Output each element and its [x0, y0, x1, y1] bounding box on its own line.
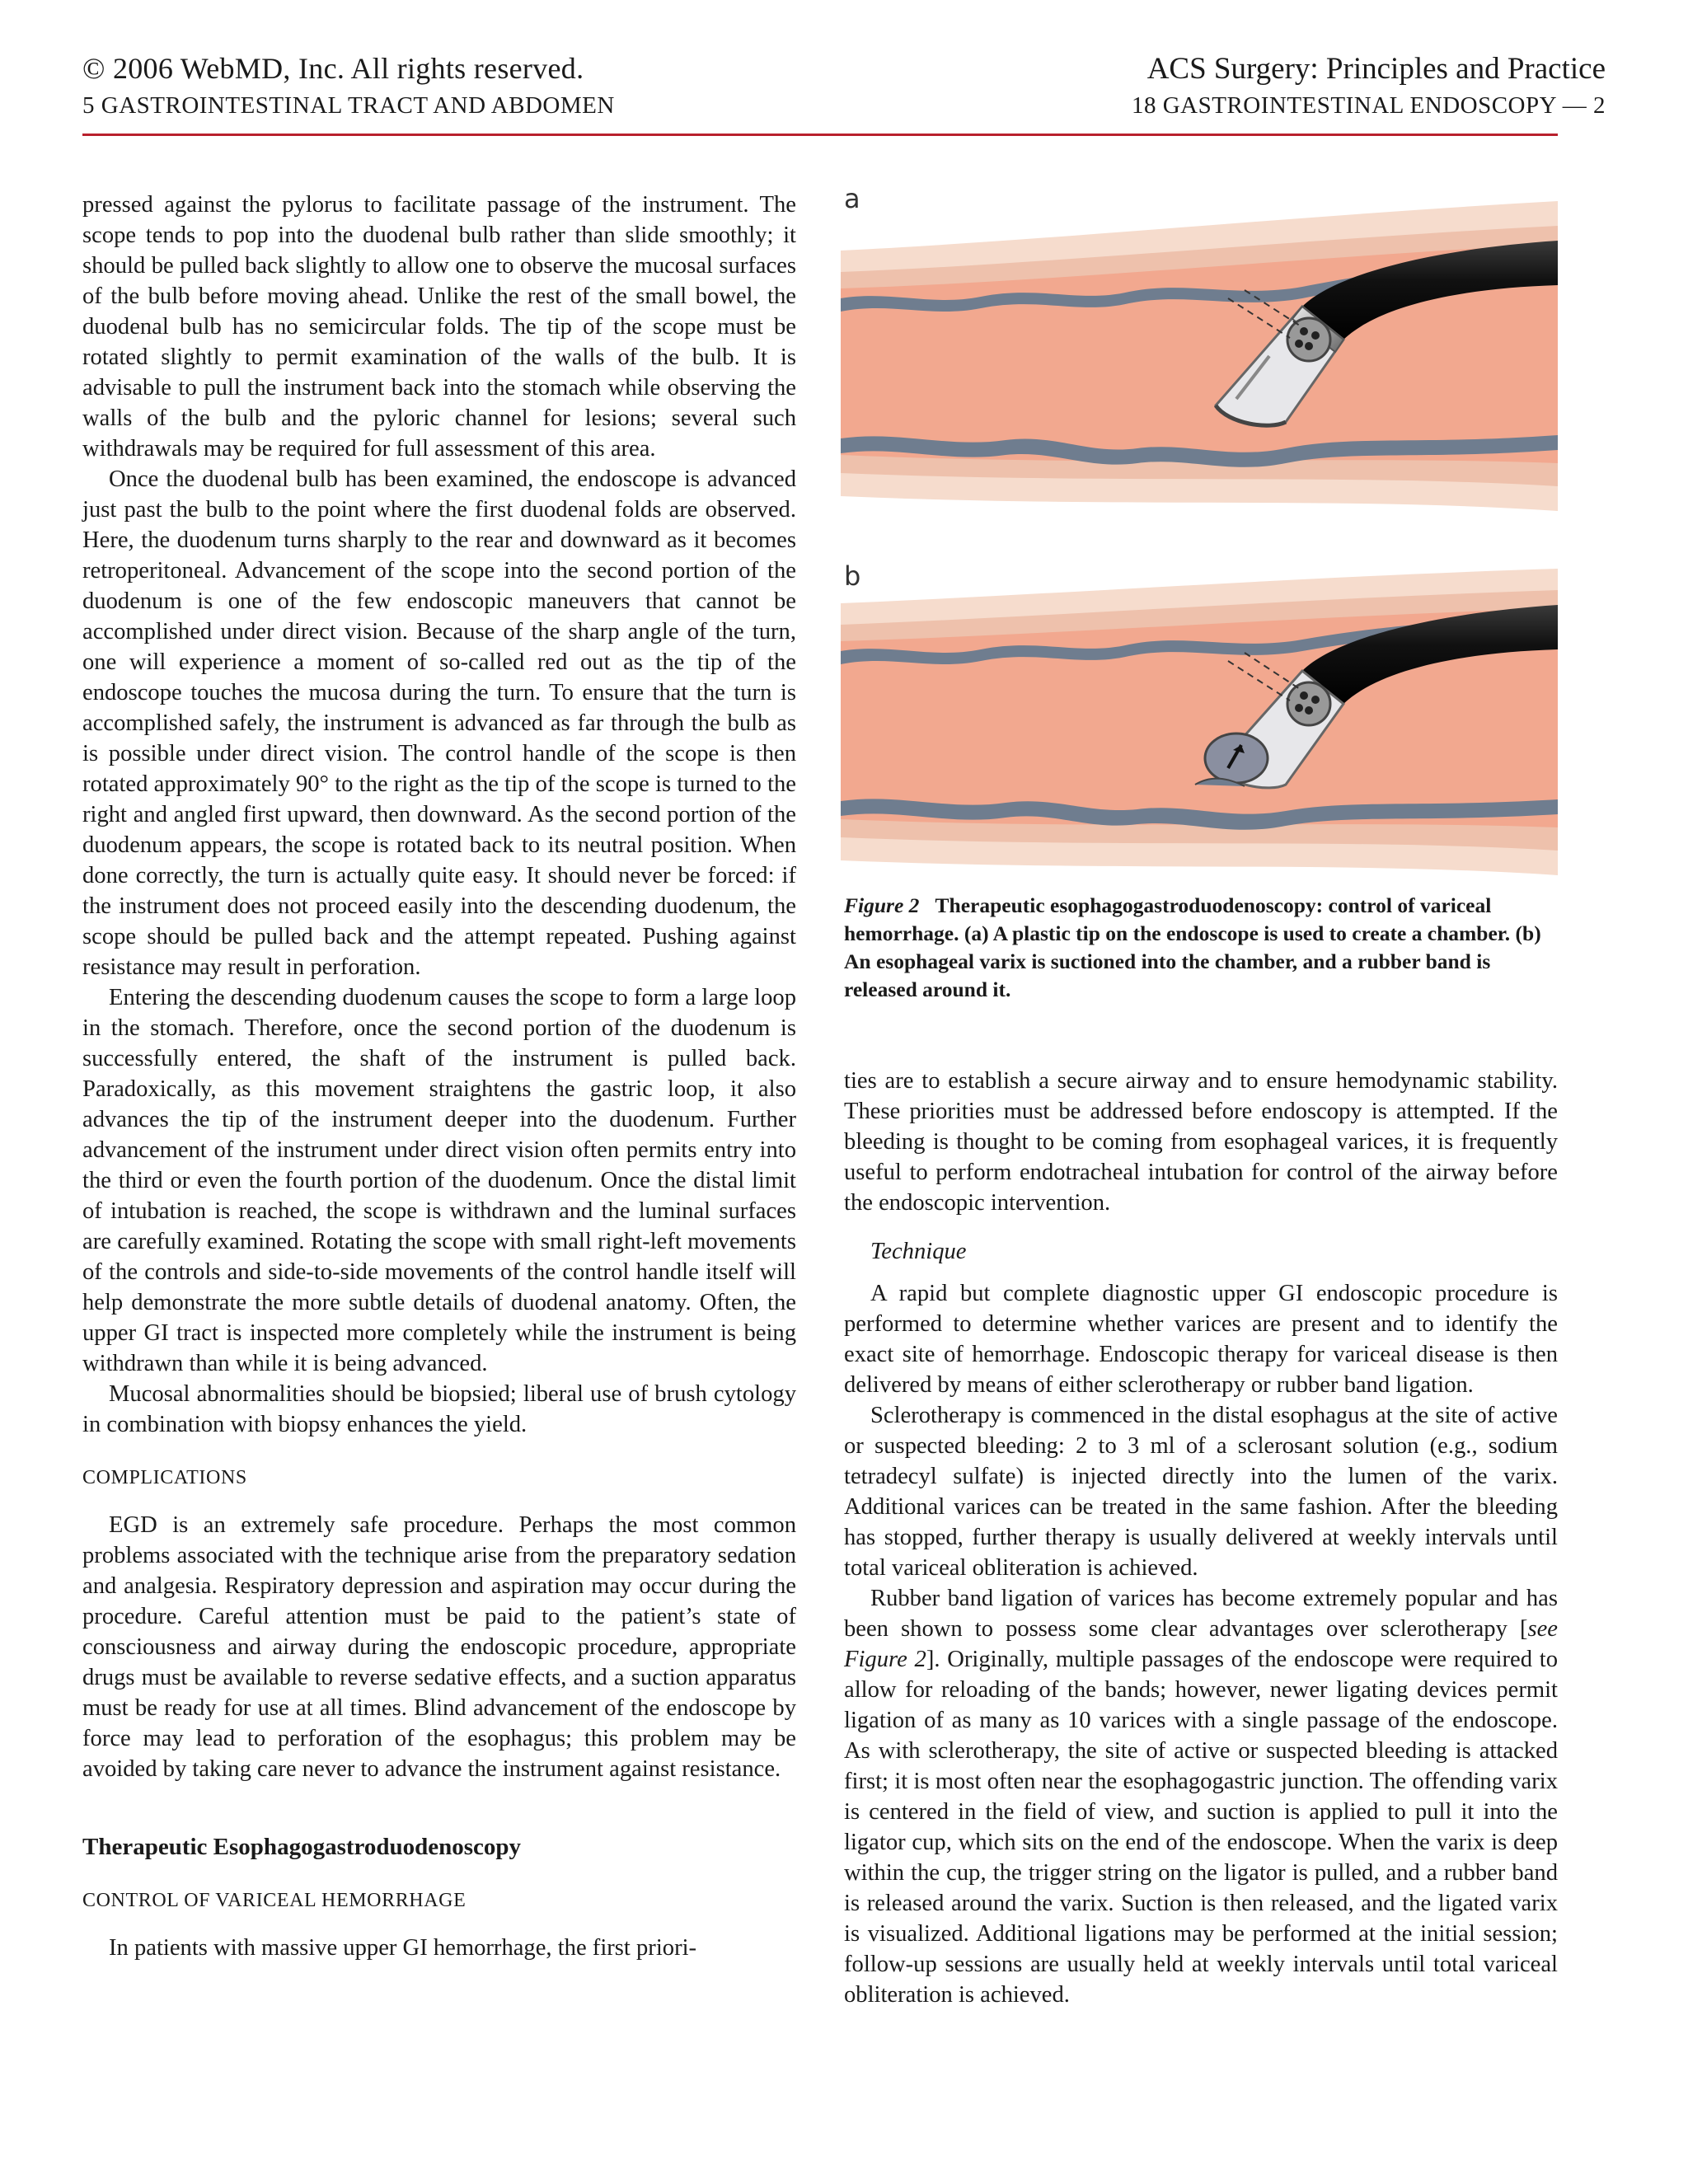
- left-column: [82, 190, 796, 1963]
- running-header: [82, 46, 1606, 135]
- panel-a-illustration: [841, 183, 1558, 529]
- text-span: Rubber band ligation of varices has become extremely popular and has been shown to possess some clear advantages over sclerotherapy [: [844, 1586, 1558, 1642]
- paragraph: [844, 1583, 1558, 2010]
- figure-reference: see Figure 2: [844, 1616, 1558, 1672]
- paragraph: pressed against the pylorus to facilitate passage of the instrument. The scope tends to pop into the duodenal bulb rather than slide smoothly; it should be pulled back slightly to allow one to observe the mucosal surfaces of the bulb before moving ahead. Unlike the rest of the small bowel, the duodenal bulb has no semicircular folds. The tip of the scope must be rotated slightly to permit examination of the walls of the bulb. It is advisable to pull the instrument back into the stomach while observing the walls of the bulb and the pyloric channel for lesions; several such withdrawals may be required for full assessment of this area.: [82, 192, 796, 462]
- book-title: ACS Surgery: Principles and Practice: [1146, 52, 1606, 86]
- paragraph: A rapid but complete diagnostic upper GI endoscopic procedure is performed to determine whether varices are present and to identify the exact site of hemorrhage. Endoscopic therapy for variceal disease is then delivered by means of either sclerotherapy or rubber band ligation.: [844, 1281, 1558, 1398]
- paragraph: Once the duodenal bulb has been examined, the endoscope is advanced just past the bulb to the point where the first duodenal folds are observed. Here, the duodenum turns sharply to the rear and downward as it becomes retroperitoneal. Advancement of the scope into the second portion of the duodenum is one of the few endoscopic maneuvers that cannot be accomplished under direct vision. Because of the sharp angle of the turn, one will experience a moment of so-called red out as the tip of the endoscope touches the mucosa during the turn. To ensure that the turn is accomplished safely, the instrument is advanced as far through the bulb as is possible under direct vision. The control handle of the scope is then rotated approximately 90° to the right as the tip of the scope is turned to the right and angled first upward, then downward. As the second portion of the duodenum appears, the scope is rotated back to its neutral position. When done correctly, the turn is actually quite easy. It should never be forced: if the instrument does not proceed easily into the descending duodenum, the scope should be pulled back and the attempt repeated. Pushing against resistance may result in perforation.: [82, 466, 796, 980]
- chapter-line: 18 GASTROINTESTINAL ENDOSCOPY — 2: [1131, 92, 1606, 119]
- paragraph: Sclerotherapy is commenced in the distal esophagus at the site of active or suspected bleeding: 2 to 3 ml of a sclerosant solution (e.g., sodium tetradecyl sulfate) is injected directly into the lumen of the varix. Additional varices can be treated in the same fashion. After the bleeding has stopped, further therapy is usually delivered at weekly intervals until total variceal obliteration is achieved.: [844, 1403, 1558, 1581]
- complications-heading: COMPLICATIONS: [82, 1467, 247, 1488]
- section-line: 5 GASTROINTESTINAL TRACT AND ABDOMEN: [82, 92, 615, 119]
- panel-b-illustration: [841, 562, 1558, 892]
- paragraph: ties are to establish a secure airway and to ensure hemodynamic stability. These priorities must be addressed before endoscopy is attempted. If the bleeding is thought to be coming from esophageal varices, it is frequently useful to perform endotracheal intubation for control of the airway before the endoscopic intervention.: [844, 1068, 1558, 1216]
- caption-text: Therapeutic esophagogastroduodenoscopy: control of variceal hemorrhage. (a) A plastic tip on the endoscope is used to create a chamber. (b) An esophageal varix is suctioned into the chamber, and a rubber band is released around it.: [844, 893, 1541, 1001]
- paragraph: In patients with massive upper GI hemorrhage, the first priori-: [109, 1935, 697, 1961]
- figure-caption: [844, 892, 1558, 1004]
- technique-heading: Technique: [870, 1239, 967, 1264]
- panel-label-b: b: [844, 560, 861, 592]
- panel-label-a: a: [844, 183, 860, 214]
- right-column: [844, 1066, 1558, 2010]
- header-rule: [82, 134, 1558, 136]
- copyright-line: © 2006 WebMD, Inc. All rights reserved.: [82, 52, 584, 85]
- paragraph: EGD is an extremely safe procedure. Perhaps the most common problems associated with the technique arise from the preparatory sedation and analgesia. Respiratory depression and aspiration may occur during the procedure. Careful attention must be paid to the patient’s state of consciousness and airway during the endoscopic procedure, appropriate drugs must be available to reverse sedative effects, and a suction apparatus must be ready for use at all times. Blind advancement of the endoscope by force may lead to perforation of the esophagus; this problem may be avoided by taking care never to advance the instrument against resistance.: [82, 1512, 796, 1782]
- paragraph: Mucosal abnormalities should be biopsied; liberal use of brush cytology in combination with biopsy enhances the yield.: [82, 1381, 796, 1437]
- paragraph: Entering the descending duodenum causes the scope to form a large loop in the stomach. Therefore, once the second portion of the duodenum is successfully entered, the shaft of the instrument is pulled back. Paradoxically, as this movement straightens the gastric loop, it also advances the tip of the instrument deeper into the duodenum. Further advancement of the instrument under direct vision often permits entry into the third or even the fourth portion of the duodenum. Once the distal limit of intubation is reached, the scope is withdrawn and the luminal surfaces are carefully examined. Rotating the scope with small right-left movements of the controls and side-to-side movements of the control handle itself will help demonstrate the more subtle details of duodenal anatomy. Often, the upper GI tract is inspected more completely while the instrument is being withdrawn than while it is being advanced.: [82, 985, 797, 1376]
- caption-figure-number: Figure 2: [844, 893, 920, 917]
- variceal-heading: CONTROL OF VARICEAL HEMORRHAGE: [82, 1890, 467, 1911]
- therapeutic-heading: Therapeutic Esophagogastroduodenoscopy: [82, 1834, 522, 1860]
- text-span: ]. Originally, multiple passages of the endoscope were required to allow for reloading of the bands; however, newer ligating devices permit ligation of as many as 10 varices with a single passage of the endoscope. As with sclerotherapy, the site of active or suspected bleeding is attacked first; it is most often near the esophagogastric junction. The offending varix is centered in the field of view, and suction is applied to pull it into the ligator cup, which sits on the end of the endoscope. When the varix is deep within the cup, the trigger string on the ligator is pulled, and a rubber band is released around the varix. Suction is then released, and the ligated varix is visualized. Additional ligations may be performed at the initial session; follow-up sessions are usually held at weekly intervals until total variceal obliteration is achieved.: [844, 1647, 1558, 2008]
